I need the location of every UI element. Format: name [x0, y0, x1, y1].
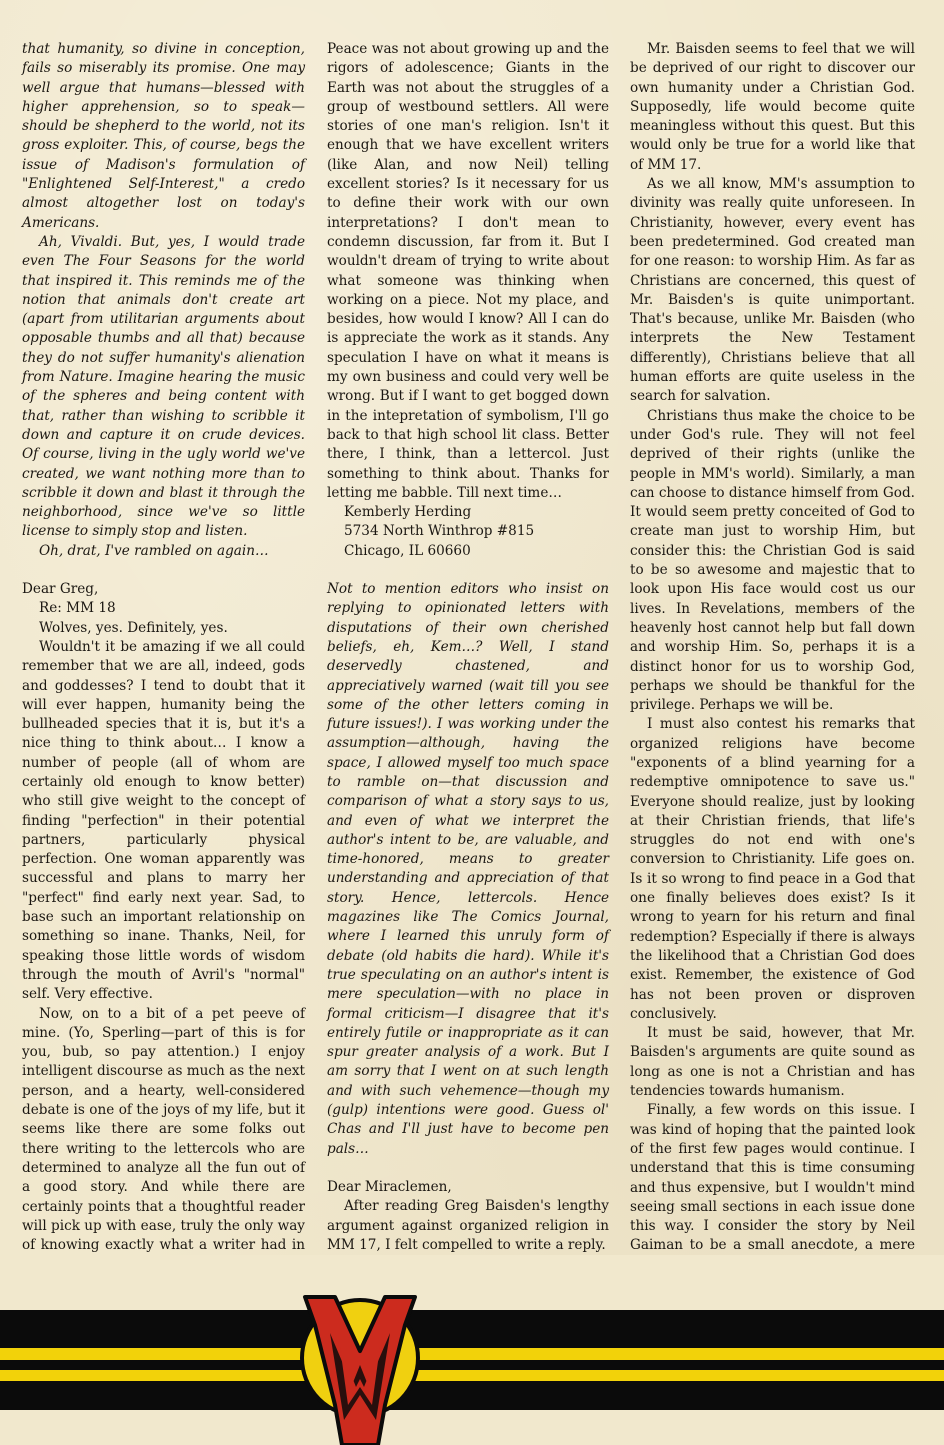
paragraph: As we all know, MM's assumption to divinity was really quite unforeseen. In Christianity, however, every event has been predetermined. God created man for one reason: to worship Him. As far as Christians are concerned, this quest of Mr. Baisden's is quite unimportant. That's because, unlike Mr. Baisden (who interprets the New Testament differently), Christians believe that all human efforts are quite useless in the search for salvation. [630, 176, 915, 405]
salutation: Dear Greg, [22, 581, 99, 598]
paragraph: Ah, Vivaldi. But, yes, I would trade even The Four Seasons for the world that inspired it. This reminds me of the notion that animals don't create art (apart from utilitarian arguments about opposable thumbs and all that) because they do not suffer humanity's alienation from Nature. Imagine hearing the music of the spheres and being content with that, rather than wishing to scribble it down and capture it on crude devices. Of course, living in the ugly world we've created, we want nothing more than to scribble it down and blast it through the neighborhood, since we've so little license to simply stop and listen. [22, 233, 305, 540]
miracleman-banner [0, 1255, 944, 1445]
banner-stripe-top [0, 1348, 944, 1360]
paragraph: I must also contest his remarks that organized religions have become "exponents of a blind yearning for a redemptive omnipotence to save us." Everyone should realize, just by looking at their Christian friends, that life's struggles do not end with one's conversion to Christianity. Life goes on. Is it so wrong to find peace in a God that one finally believes does exist? Is it wrong to yearn for his return and final redemption? Especially if there is always the likelihood that a Christian God does exist. Remember, the existence of God has not been proven or disproven conclusively. [630, 716, 915, 1022]
paragraph: Oh, drat, I've rambled on again… [39, 542, 269, 559]
paragraph: Now, on to a bit of a pet peeve of mine. (Yo, Sperling—part of this is for you, bub, so pay attention.) I enjoy intelligent discourse as much as the next person, and a hearty, well-considered debate is one of the joys of my life, but it seems like there are some folks out there writing to the lettercols who are determined to analyze all the fun out of a good story. And while there are certainly points that a thoughtful reader will pick up with ease, truly the only way of knowing exactly what a writer had in [22, 1005, 306, 1254]
signature-name: Kemberly Herding [344, 504, 472, 521]
subject-line: Re: MM 18 [39, 600, 116, 617]
salutation: Dear Miraclemen, [327, 1178, 452, 1195]
paragraph: It must be said, however, that Mr. Baisden's arguments are quite sound as long as one is not a Christian and has tendencies towards humanism. [630, 1025, 915, 1100]
paragraph: Finally, a few words on this issue. I was kind of hoping that the painted look of the first few pages would continue. I understand that this is time consuming and thus expensive, but I wouldn't mind seeing small sections in each issue done this way. I consider the story by Neil Gaiman to be a small anecdote, a mere [630, 1102, 915, 1254]
signature-city: Chicago, IL 60660 [344, 542, 471, 559]
paragraph: that humanity, so divine in conception, fails so miserably its promise. One may well argue that humans—blessed with higher apprehension, so to speak—should be shepherd to the world, not its gross exploiter. This, of course, begs the issue of Madison's formulation of "Enlightened Self-Interest," a credo almost altogether lost on today's Americans. [22, 41, 305, 231]
banner-stripe-bottom [0, 1370, 944, 1381]
paragraph: Peace was not about growing up and the rigors of adolescence; Giants in the Earth was not about the struggles of a group of westbound settlers. All were stories of one man's religion. Isn't it enough that we have excellent writers (like Alan, and now Neil) telling excellent stories? Is it necessary for us to define their work with our own interpretations? I don't mean to condemn discussion, far from it. But I wouldn't dream of trying to write about what someone was thinking when working on a piece. Not my place, and besides, how would I know? All I can do is appreciate the work as it stands. Any speculation I have on what it means is my own business and could very well be wrong. But if I want to get bogged down in the intepretation of symbolism, I'll go back to that high school lit class. Better there, I think, than a lettercol. Just something to think about. Thanks for letting me babble. Till next time… [327, 41, 609, 501]
paragraph: Wouldn't it be amazing if we all could remember that we are all, indeed, gods and goddesses? I tend to doubt that it will ever happen, humanity being the bullheaded species that it is, but it's a nice thing to think about… I know a number of people (all of whom are certainly old enough to know better) who still give weight to the concept of finding "perfection" in their potential partners, particularly physical perfection. One woman apparently was successful and plans to marry her "perfect" find early next year. Sad, to base such an important relationship on something so inane. Thanks, Neil, for speaking those little words of wisdom through the mouth of Avril's "normal" self. Very effective. [22, 638, 305, 1003]
paragraph: Christians thus make the choice to be under God's rule. They will not feel deprived of their rights (unlike the people in MM's world). Similarly, a man can choose to distance himself from God. It would seem pretty conceited of God to create man just to worship Him, but consider this: the Christian God is said to be so awesome and majestic that to look upon His face would cost us our lives. In Revelations, members of the heavenly host cannot help but fall down and worship Him. So, perhaps it is a distinct honor for us to worship God, perhaps we should be thankful for the privilege. Perhaps we will be. [630, 407, 915, 714]
paragraph: Wolves, yes. Definitely, yes. [39, 619, 228, 636]
editor-reply: Not to mention editors who insist on replying to opinionated letters with disputations of their own cherished beliefs, eh, Kem…? Well, I stand deservedly chastened, and appreciatively warned (wait till you see some of the other letters coming in future issues!). I was working under the assumption—although, having the space, I allowed myself too much space to ramble on—that discussion and comparison of what a story says to us, and even of what we interpret the author's intent to be, are valuable, and time-honored, means to greater understanding and appreciation of that story. Hence, lettercols. Hence magazines like The Comics Journal, where I learned this unruly form of debate (old habits die hard). While it's true speculating on an author's intent is mere speculation—with no place in formal criticism—I disagree that it's entirely futile or inappropriate as it can spur greater analysis of a work. But I am sorry that I went on at such length and with such vehemence—though my (gulp) intentions were good. Guess ol' Chas and I'll just have to become pen pals… [327, 581, 609, 1157]
letter-column-2 [327, 40, 609, 1409]
letter-column-3 [630, 40, 915, 1333]
paragraph: Mr. Baisden seems to feel that we will be deprived of our right to discover our own humanity under a Christian God. Supposedly, life would become quite meaningless without this quest. But this would only be true for a world like that of MM 17. [630, 41, 915, 173]
signature-address: 5734 North Winthrop #815 [344, 523, 535, 540]
letter-column-1 [22, 40, 305, 1429]
paragraph: After reading Greg Baisden's lengthy argument against organized religion in MM 17, I felt compelled to write a reply. [327, 1198, 609, 1253]
